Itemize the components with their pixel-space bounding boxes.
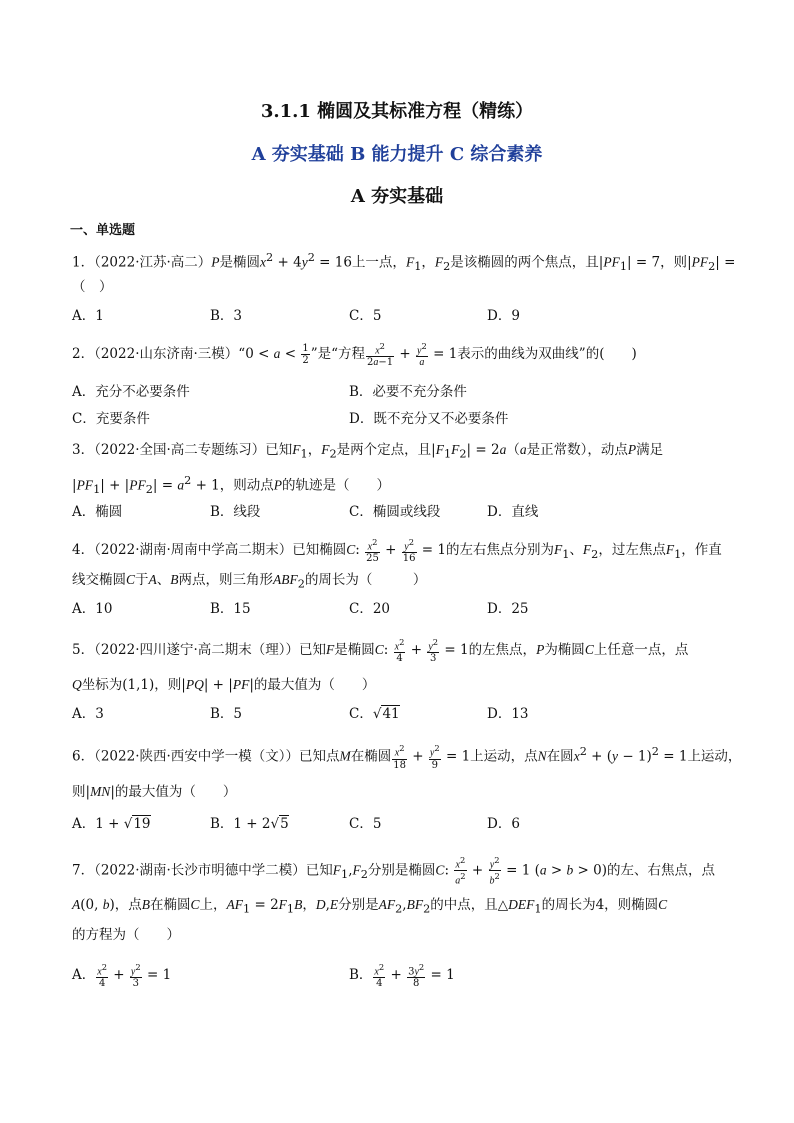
question-4-option-d: D．25 [487, 601, 529, 617]
question-6-option-d: D．6 [487, 816, 520, 832]
question-2-option-d: D．既不充分又不必要条件 [349, 411, 509, 427]
question-5-option-c: C．√41 [349, 706, 400, 722]
question-1-line-2: （ ） [72, 279, 113, 295]
question-2-option-b: B．必要不充分条件 [349, 384, 467, 400]
question-4-option-c: C．20 [349, 601, 391, 617]
question-1-line-1: 1．（2022·江苏·高二）P是椭圆$x^2 + 4y^2 = 16$上一点，$F_1$，$F_2$是该椭圆的两个焦点，且$|PF_1| = 7$，则$|PF_2|$ = [72, 251, 736, 274]
page-title: 3.1.1 椭圆及其标准方程（精练） [260, 101, 534, 122]
question-2-option-c: C．充要条件 [72, 411, 150, 427]
question-1-option-c: C．5 [349, 308, 382, 324]
question-3-line-1: 3．（2022·全国·高二专题练习）已知$F_1$，$F_2$是两个定点，且$|F_1F_2| = 2a(a$是正常数），动点P满足 [72, 442, 664, 461]
question-1-option-d: D．9 [487, 308, 520, 324]
question-3-option-b: B．线段 [210, 504, 261, 520]
question-7-line-2: A(0, b)，点B在椭圆C上，$AF_1 = 2F_1B$，D,E分别是$AF_2,BF_2$的中点，且$\triangle DEF_1$的周长为4，则椭圆C [72, 897, 668, 916]
question-7-option-b: B． $\frac{x^2}{4}$ + $\frac{3y^2}{8}$ = 1 [349, 962, 455, 990]
question-5-option-b: B．5 [210, 706, 243, 722]
question-4-line-2: 线交椭圆C于A、B两点，则三角形$ABF_2$的周长为（ ） [72, 572, 427, 591]
section-heading: 一、单选题 [70, 223, 136, 238]
question-5-option-d: D．13 [487, 706, 529, 722]
question-1-option-a: A．1 [72, 308, 104, 324]
question-3-option-a: A．椭圆 [72, 504, 123, 520]
section-subtitle: A 夯实基础 B 能力提升 C 综合素养 [251, 144, 543, 165]
question-7-line-3: 的方程为（ ） [72, 927, 180, 943]
question-7-line-1: 7．（2022·湖南·长沙市明德中学二模）已知$F_1,F_2$分别是椭圆C: $\frac{x^2}{a^2}$ + $\frac{y^2}{b^2}$ = 1 (a > b > 0)的左、右焦点，点 [72, 855, 716, 887]
question-6-line-1: 6．（2022·陕西·西安中学一模（文））已知点M在椭圆 $\frac{x^2}{18}$ + $\frac{y^2}{9}$ = 1上运动，点N在圆$x^2 + (y - 1)^2 = 1$上运动， [72, 743, 742, 771]
question-5-option-a: A．3 [72, 706, 104, 722]
question-6-option-c: C．5 [349, 816, 382, 832]
question-2-option-a: A．充分不必要条件 [72, 384, 190, 400]
question-4-option-b: B．15 [210, 601, 251, 617]
question-4-line-1: 4．（2022·湖南·周南中学高二期末）已知椭圆C: $\frac{x^2}{25}$ + $\frac{y^2}{16}$ = 1的左右焦点分别为$F_1$、$F_2$，过左焦点$F_1$，作直 [72, 537, 722, 565]
question-6-option-b: B．1 + 2√5 [210, 816, 289, 832]
part-heading: A 夯实基础 [350, 186, 444, 207]
question-1-option-b: B．3 [210, 308, 243, 324]
question-7-option-a: A． $\frac{x^2}{4}$ + $\frac{y^2}{3}$ = 1 [72, 962, 172, 990]
question-3-option-c: C．椭圆或线段 [349, 504, 441, 520]
question-6-option-a: A．1 + √19 [72, 816, 151, 832]
question-5-line-1: 5．（2022·四川遂宁·高二期末（理））已知F是椭圆C: $\frac{x^2}{4}$ + $\frac{y^2}{3}$ = 1的左焦点，P为椭圆C上任意一点，点 [72, 637, 689, 665]
question-6-line-2: 则|MN|的最大值为（ ） [72, 784, 237, 800]
question-2-line-1: 2．（2022·山东济南·三模）“0 < a < $\frac{1}{2}$ ”是“方程 $\frac{x^2}{2a-1}$ + $\frac{y^2}{a}$ = 1表示的曲线为双曲线”的( ) [72, 341, 637, 369]
question-3-option-d: D．直线 [487, 504, 539, 520]
question-5-line-2: Q坐标为(1,1)，则|PQ| + |PF|的最大值为（ ） [72, 677, 376, 693]
question-4-option-a: A．10 [72, 601, 113, 617]
question-3-line-2: $|PF_1| + |PF_2| = a^2 + 1$，则动点P的轨迹是（ ） [72, 474, 391, 497]
